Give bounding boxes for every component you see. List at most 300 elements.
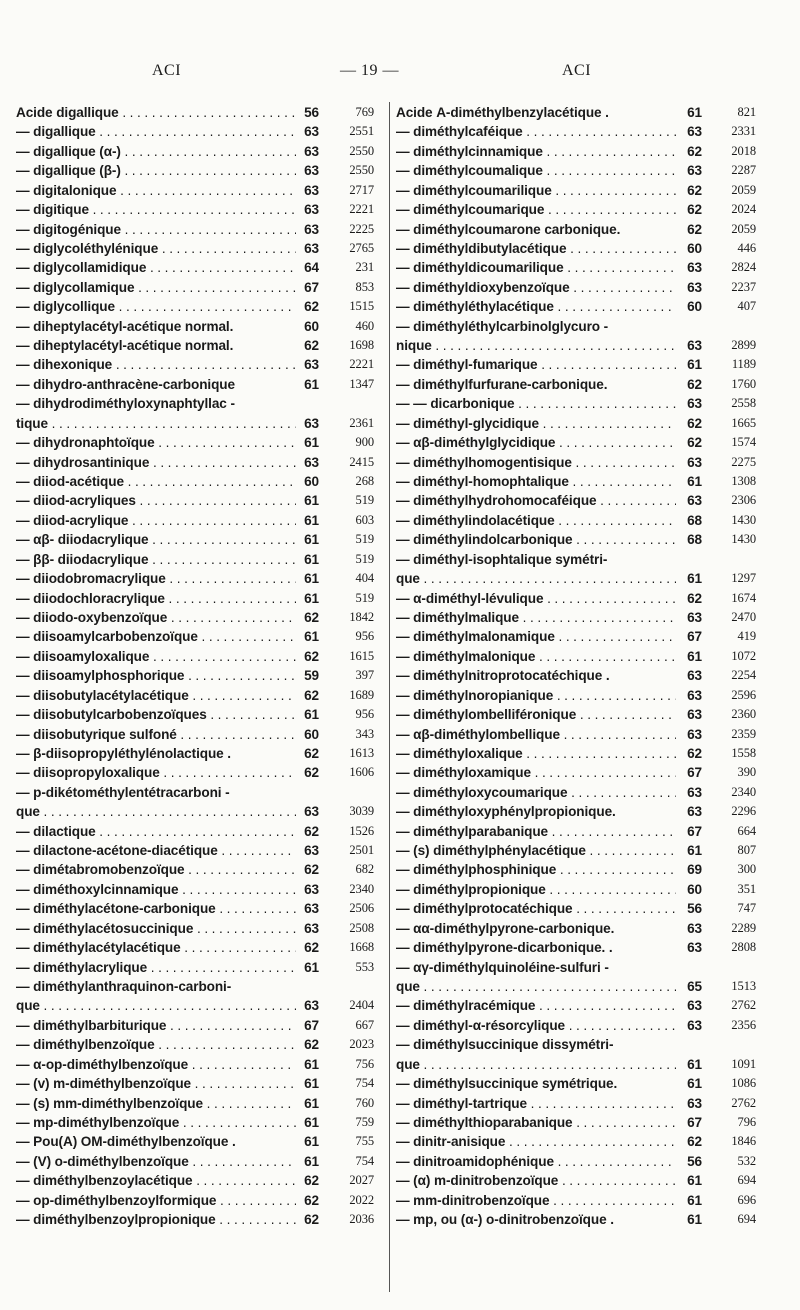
index-entry	[16, 200, 384, 219]
entry-page: 2899	[731, 338, 756, 353]
entry-volume: 61	[304, 959, 319, 975]
entry-page: 1665	[731, 415, 756, 430]
entry-page: 2024	[731, 202, 756, 217]
entry-name: — diméthylacétone-carbonique . . .	[16, 899, 296, 918]
entry-volume: 61	[687, 474, 702, 490]
entry-name: — digallique (α-) . . .	[16, 142, 296, 161]
entry-name: — mm-dinitrobenzoïque . . .	[396, 1191, 676, 1210]
entry-volume: 61	[304, 571, 319, 587]
entry-page: 754	[355, 1153, 374, 1168]
entry-volume: 63	[304, 357, 319, 373]
entry-name: — diméthoxylcinnamique . . .	[16, 880, 296, 899]
entry-volume: 67	[687, 1114, 702, 1130]
index-entry	[396, 278, 792, 297]
entry-page: 756	[355, 1056, 374, 1071]
entry-name: — diisopropyloxalique . . .	[16, 763, 296, 782]
entry-name: que . . .	[396, 1055, 676, 1074]
entry-volume: 63	[304, 163, 319, 179]
index-entry	[396, 802, 792, 821]
index-entry	[396, 103, 792, 122]
entry-page: 956	[355, 629, 374, 644]
entry-volume: 62	[304, 299, 319, 315]
entry-page: 2596	[731, 687, 756, 702]
entry-page: 696	[737, 1192, 756, 1207]
entry-name: — diméthyl-glycidique . . .	[396, 414, 676, 433]
index-entry	[16, 278, 384, 297]
entry-page: 1615	[349, 648, 374, 663]
index-entry	[16, 355, 384, 374]
entry-name: — diméthylacétylacétique . . .	[16, 938, 296, 957]
entry-volume: 63	[687, 163, 702, 179]
index-entry	[16, 472, 384, 491]
entry-volume: 67	[687, 823, 702, 839]
entry-name: — diglycollamique . . .	[16, 278, 296, 297]
entry-name: — αβ- diiodacrylique . . .	[16, 530, 296, 549]
entry-page: 2762	[731, 998, 756, 1013]
index-entry	[396, 336, 792, 355]
entry-volume: 63	[304, 901, 319, 917]
entry-name: — Pou(A) OM-diméthylbenzoïque .	[16, 1134, 236, 1150]
index-entry	[396, 161, 792, 180]
index-entry	[16, 550, 384, 569]
index-entry	[16, 1132, 384, 1151]
entry-name: — diméthylindolcarbonique . . .	[396, 530, 676, 549]
entry-volume: 62	[687, 1134, 702, 1150]
entry-page: 2221	[349, 202, 374, 217]
entry-volume: 62	[687, 435, 702, 451]
entry-volume: 61	[304, 435, 319, 451]
index-entry	[16, 899, 384, 918]
index-entry	[16, 142, 384, 161]
entry-volume: 61	[304, 1153, 319, 1169]
entry-volume: 62	[304, 862, 319, 878]
entry-page: 1086	[731, 1076, 756, 1091]
entry-volume: 61	[687, 1076, 702, 1092]
index-entry	[16, 860, 384, 879]
entry-volume: 56	[687, 1153, 702, 1169]
entry-name: — (s) mm-diméthylbenzoïque . . .	[16, 1094, 296, 1113]
entry-page: 667	[355, 1017, 374, 1032]
index-entry	[16, 1210, 384, 1229]
running-header	[0, 62, 800, 86]
entry-volume: 62	[687, 415, 702, 431]
entry-name: — diméthylcoumarone carbonique.	[396, 221, 621, 237]
entry-volume: 63	[687, 726, 702, 742]
index-entry	[396, 1074, 792, 1093]
entry-name: — digitogénique . . .	[16, 220, 296, 239]
entry-volume: 63	[687, 707, 702, 723]
entry-name: — αβ-diméthylombellique . . .	[396, 725, 676, 744]
index-entry	[396, 220, 792, 239]
entry-page: 2018	[731, 143, 756, 158]
entry-page: 268	[355, 474, 374, 489]
entry-volume: 63	[687, 687, 702, 703]
entry-name: — α-diméthyl-lévulique . . .	[396, 589, 676, 608]
index-entry	[396, 530, 792, 549]
index-entry	[16, 666, 384, 685]
entry-page: 2551	[349, 124, 374, 139]
entry-volume: 63	[687, 609, 702, 625]
entry-volume: 60	[304, 474, 319, 490]
entry-page: 2221	[349, 357, 374, 372]
entry-volume: 63	[687, 124, 702, 140]
entry-name: — diméthyloxamique . . .	[396, 763, 676, 782]
entry-name: — diméthylmalonamique . . .	[396, 627, 676, 646]
entry-page: 2501	[349, 843, 374, 858]
index-entry	[16, 122, 384, 141]
index-entry	[16, 763, 384, 782]
index-entry	[16, 627, 384, 646]
entry-volume: 63	[687, 454, 702, 470]
entry-volume: 63	[304, 143, 319, 159]
entry-page: 1842	[349, 609, 374, 624]
entry-name: Acide Α-diméthylbenzylacétique .	[396, 105, 609, 120]
entry-page: 759	[355, 1114, 374, 1129]
entry-name: — αβ-diméthylglycidique . . .	[396, 433, 676, 452]
entry-name: — diméthylacrylique . . .	[16, 958, 296, 977]
index-entry	[16, 511, 384, 530]
entry-page: 853	[355, 279, 374, 294]
entry-volume: 56	[304, 105, 319, 120]
entry-name: — dinitr-anisique . . .	[396, 1132, 676, 1151]
entry-volume: 61	[687, 105, 702, 120]
index-entry	[396, 1210, 792, 1229]
index-entry	[396, 589, 792, 608]
entry-volume: 62	[304, 687, 319, 703]
entry-page: 2340	[731, 784, 756, 799]
entry-page: 519	[355, 493, 374, 508]
entry-name: — diméthylcaféique . . .	[396, 122, 676, 141]
index-entry	[396, 122, 792, 141]
index-entry	[16, 996, 384, 1015]
entry-name: — diméthylnoropianique . . .	[396, 686, 676, 705]
index-entry	[16, 181, 384, 200]
index-entry	[16, 433, 384, 452]
entry-volume: 63	[687, 1095, 702, 1111]
index-entry	[16, 608, 384, 627]
entry-volume: 63	[687, 493, 702, 509]
entry-volume: 61	[304, 1095, 319, 1111]
entry-name: — dinitroamidophénique . . .	[396, 1152, 676, 1171]
entry-page: 1674	[731, 590, 756, 605]
entry-page: 1189	[731, 357, 756, 372]
left-column	[16, 103, 384, 1229]
entry-name: que . . .	[396, 977, 676, 996]
entry-name: — dilactique . . .	[16, 822, 296, 841]
entry-page: 2550	[349, 143, 374, 158]
entry-page: 343	[355, 726, 374, 741]
entry-name: tique . . .	[16, 414, 296, 433]
entry-name: — diméthylparabanique . . .	[396, 822, 676, 841]
entry-name: — diméthylbenzoylacétique . . .	[16, 1171, 296, 1190]
entry-name: — p-dikétométhylentétracarboni -	[16, 784, 230, 800]
entry-name: — αγ-diméthylquinoléine-sulfuri -	[396, 959, 609, 975]
right-column	[396, 103, 792, 1229]
entry-name: — dihydrodiméthyloxynaphtyllac -	[16, 396, 235, 412]
entry-volume: 62	[304, 648, 319, 664]
entry-volume: 61	[304, 629, 319, 645]
entry-page: 2717	[349, 182, 374, 197]
entry-volume: 67	[304, 279, 319, 295]
entry-page: 1430	[731, 512, 756, 527]
entry-name: que . . .	[16, 996, 296, 1015]
entry-name: — diméthylbarbiturique . . .	[16, 1016, 296, 1035]
entry-name: nique . . .	[396, 336, 676, 355]
entry-page: 755	[355, 1134, 374, 1149]
entry-name: — diméthylracémique . . .	[396, 996, 676, 1015]
index-entry	[16, 977, 384, 996]
entry-page: 300	[737, 862, 756, 877]
entry-page: 1513	[731, 978, 756, 993]
entry-name: — diméthylhydrohomocaféique . . .	[396, 491, 676, 510]
entry-name: — diméthyldibutylacétique . . .	[396, 239, 676, 258]
index-entry	[16, 375, 384, 394]
entry-volume: 63	[304, 182, 319, 198]
entry-page: 2824	[731, 260, 756, 275]
index-entry	[396, 433, 792, 452]
entry-page: 2059	[731, 182, 756, 197]
entry-name: — diméthylnitroprotocatéchique .	[396, 668, 610, 684]
entry-name: — diméthylcoumalique . . .	[396, 161, 676, 180]
entry-name: — diméthylsuccinique symétrique.	[396, 1076, 618, 1092]
column-divider	[389, 102, 390, 1292]
entry-page: 956	[355, 707, 374, 722]
index-entry	[16, 220, 384, 239]
entry-volume: 61	[687, 357, 702, 373]
entry-volume: 61	[687, 1173, 702, 1189]
entry-name: — diméthyloxyphénylpropionique.	[396, 804, 616, 820]
entry-volume: 64	[304, 260, 319, 276]
entry-name: — diiodo-oxybenzoïque . . .	[16, 608, 296, 627]
entry-page: 2360	[731, 707, 756, 722]
entry-page: 2331	[731, 124, 756, 139]
entry-page: 2027	[349, 1173, 374, 1188]
index-entry	[396, 822, 792, 841]
entry-name: — dilactone-acétone-diacétique . . .	[16, 841, 296, 860]
entry-volume: 69	[687, 862, 702, 878]
entry-page: 1606	[349, 765, 374, 780]
index-entry	[16, 958, 384, 977]
entry-volume: 62	[687, 221, 702, 237]
entry-name: — op-diméthylbenzoylformique . . .	[16, 1191, 296, 1210]
entry-page: 2356	[731, 1017, 756, 1032]
entry-name: — diméthylmalonique . . .	[396, 647, 676, 666]
entry-volume: 61	[304, 493, 319, 509]
entry-volume: 61	[304, 551, 319, 567]
entry-page: 754	[355, 1076, 374, 1091]
entry-page: 3039	[349, 804, 374, 819]
entry-volume: 61	[687, 1192, 702, 1208]
index-entry	[16, 1094, 384, 1113]
entry-volume: 61	[687, 1212, 702, 1228]
entry-page: 1689	[349, 687, 374, 702]
index-entry	[396, 491, 792, 510]
index-entry	[396, 899, 792, 918]
entry-volume: 63	[304, 202, 319, 218]
entry-name: — diisoamyloxalique . . .	[16, 647, 296, 666]
entry-name: — diiod-acrylique . . .	[16, 511, 296, 530]
entry-volume: 63	[304, 881, 319, 897]
entry-name: que . . .	[16, 802, 296, 821]
entry-volume: 63	[304, 843, 319, 859]
entry-page: 231	[355, 260, 374, 275]
entry-name: — diméthylfurfurane-carbonique.	[396, 376, 608, 392]
index-entry	[396, 996, 792, 1015]
entry-volume: 63	[687, 1017, 702, 1033]
entry-name: — (s) diméthylphénylacétique . . .	[396, 841, 676, 860]
entry-page: 460	[355, 318, 374, 333]
entry-volume: 61	[304, 512, 319, 528]
entry-page: 694	[737, 1173, 756, 1188]
entry-page: 2359	[731, 726, 756, 741]
entry-volume: 63	[687, 920, 702, 936]
index-entry	[396, 627, 792, 646]
entry-name: — diméthyl-isophtalique symétri-	[396, 551, 608, 567]
entry-volume: 65	[687, 978, 702, 994]
entry-page: 760	[355, 1095, 374, 1110]
entry-page: 1297	[731, 571, 756, 586]
entry-name: — diméthylbenzoïque . . .	[16, 1035, 296, 1054]
entry-volume: 68	[687, 532, 702, 548]
index-entry	[16, 802, 384, 821]
index-entry	[16, 1016, 384, 1035]
entry-name: — mp, ou (α-) o-dinitrobenzoïque .	[396, 1212, 614, 1228]
entry-volume: 62	[304, 1212, 319, 1228]
entry-name: — diisoamylphosphorique . . .	[16, 666, 296, 685]
entry-name: — diisobutylcarbobenzoïques . . .	[16, 705, 296, 724]
index-entry	[396, 355, 792, 374]
entry-name: — diméthylombelliféronique . . .	[396, 705, 676, 724]
index-entry	[396, 919, 792, 938]
entry-name: — — dicarbonique . . .	[396, 394, 676, 413]
entry-page: 796	[737, 1114, 756, 1129]
entry-name: — (v) m-diméthylbenzoïque . . .	[16, 1074, 296, 1093]
entry-volume: 62	[304, 940, 319, 956]
index-entry	[396, 783, 792, 802]
entry-name: — diiod-acryliques . . .	[16, 491, 296, 510]
entry-page: 664	[737, 823, 756, 838]
entry-name: — diméthyldicoumarilique . . .	[396, 258, 676, 277]
index-entry	[16, 938, 384, 957]
entry-name: — diglycollique . . .	[16, 297, 296, 316]
entry-volume: 56	[687, 901, 702, 917]
entry-volume: 60	[687, 881, 702, 897]
entry-page: 2296	[731, 804, 756, 819]
index-entry	[396, 1094, 792, 1113]
entry-page: 2558	[731, 396, 756, 411]
index-entry	[396, 938, 792, 957]
entry-volume: 61	[304, 532, 319, 548]
index-entry	[396, 472, 792, 491]
index-entry	[396, 977, 792, 996]
header-right: ACI	[562, 62, 592, 79]
entry-name: — dihexonique . . .	[16, 355, 296, 374]
entry-name: — diméthyloxycoumarique . . .	[396, 783, 676, 802]
index-entry	[396, 725, 792, 744]
entry-volume: 61	[304, 1056, 319, 1072]
index-entry	[396, 414, 792, 433]
index-entry	[396, 686, 792, 705]
entry-name: — α-op-diméthylbenzoïque . . .	[16, 1055, 296, 1074]
entry-page: 807	[737, 843, 756, 858]
entry-page: 1072	[731, 648, 756, 663]
index-entry	[396, 394, 792, 413]
entry-name: — diméthylphosphinique . . .	[396, 860, 676, 879]
entry-page: 2275	[731, 454, 756, 469]
entry-volume: 63	[687, 279, 702, 295]
entry-name: — diméthyldioxybenzoïque . . .	[396, 278, 676, 297]
index-entry	[16, 336, 384, 355]
entry-name: — diméthyl-α-résorcylique . . .	[396, 1016, 676, 1035]
entry-volume: 60	[687, 299, 702, 315]
entry-volume: 61	[304, 590, 319, 606]
entry-name: — diméthyl-homophtalique . . .	[396, 472, 676, 491]
entry-volume: 67	[687, 629, 702, 645]
index-entry	[396, 1171, 792, 1190]
entry-name: — diisobutylacétylacétique . . .	[16, 686, 296, 705]
entry-volume: 61	[304, 1076, 319, 1092]
entry-page: 1760	[731, 376, 756, 391]
entry-page: 1347	[349, 376, 374, 391]
entry-volume: 63	[687, 940, 702, 956]
index-entry	[396, 763, 792, 782]
entry-page: 2550	[349, 163, 374, 178]
index-entry	[16, 297, 384, 316]
index-entry	[16, 1171, 384, 1190]
entry-page: 419	[737, 629, 756, 644]
entry-name: — diméthylcoumarilique . . .	[396, 181, 676, 200]
index-entry	[396, 569, 792, 588]
entry-volume: 62	[687, 745, 702, 761]
entry-name: — β-diisopropyléthylénolactique .	[16, 745, 231, 761]
index-entry	[396, 860, 792, 879]
index-entry	[396, 181, 792, 200]
entry-name: — diiodochloracrylique . . .	[16, 589, 296, 608]
entry-name: — mp-diméthylbenzoïque . . .	[16, 1113, 296, 1132]
index-entry	[396, 239, 792, 258]
entry-page: 1091	[731, 1056, 756, 1071]
index-entry	[16, 880, 384, 899]
index-entry	[16, 1055, 384, 1074]
entry-volume: 62	[304, 609, 319, 625]
index-entry	[16, 686, 384, 705]
header-left: ACI	[152, 62, 182, 79]
index-entry	[396, 258, 792, 277]
index-entry	[16, 161, 384, 180]
entry-page: 900	[355, 435, 374, 450]
entry-page: 553	[355, 959, 374, 974]
entry-name: — dimétabromobenzoïque . . .	[16, 860, 296, 879]
entry-name: — diméthylpyrone-dicarbonique. .	[396, 940, 613, 956]
entry-name: — diméthyloxalique . . .	[396, 744, 676, 763]
entry-name: que . . .	[396, 569, 676, 588]
index-entry	[396, 1016, 792, 1035]
index-entry	[396, 550, 792, 569]
index-entry	[396, 744, 792, 763]
entry-name: — diméthyl-fumarique . . .	[396, 355, 676, 374]
entry-page: 2361	[349, 415, 374, 430]
entry-volume: 62	[304, 823, 319, 839]
entry-volume: 62	[304, 745, 319, 761]
entry-volume: 63	[304, 124, 319, 140]
entry-name: — digitique . . .	[16, 200, 296, 219]
entry-name: — diisobutyrique sulfoné . . .	[16, 725, 296, 744]
entry-name: — diméthyléthylcarbinolglycuro -	[396, 318, 609, 334]
entry-volume: 62	[304, 1173, 319, 1189]
index-entry	[396, 608, 792, 627]
index-entry	[396, 841, 792, 860]
entry-name: — αα-diméthylpyrone-carbonique.	[396, 920, 615, 936]
